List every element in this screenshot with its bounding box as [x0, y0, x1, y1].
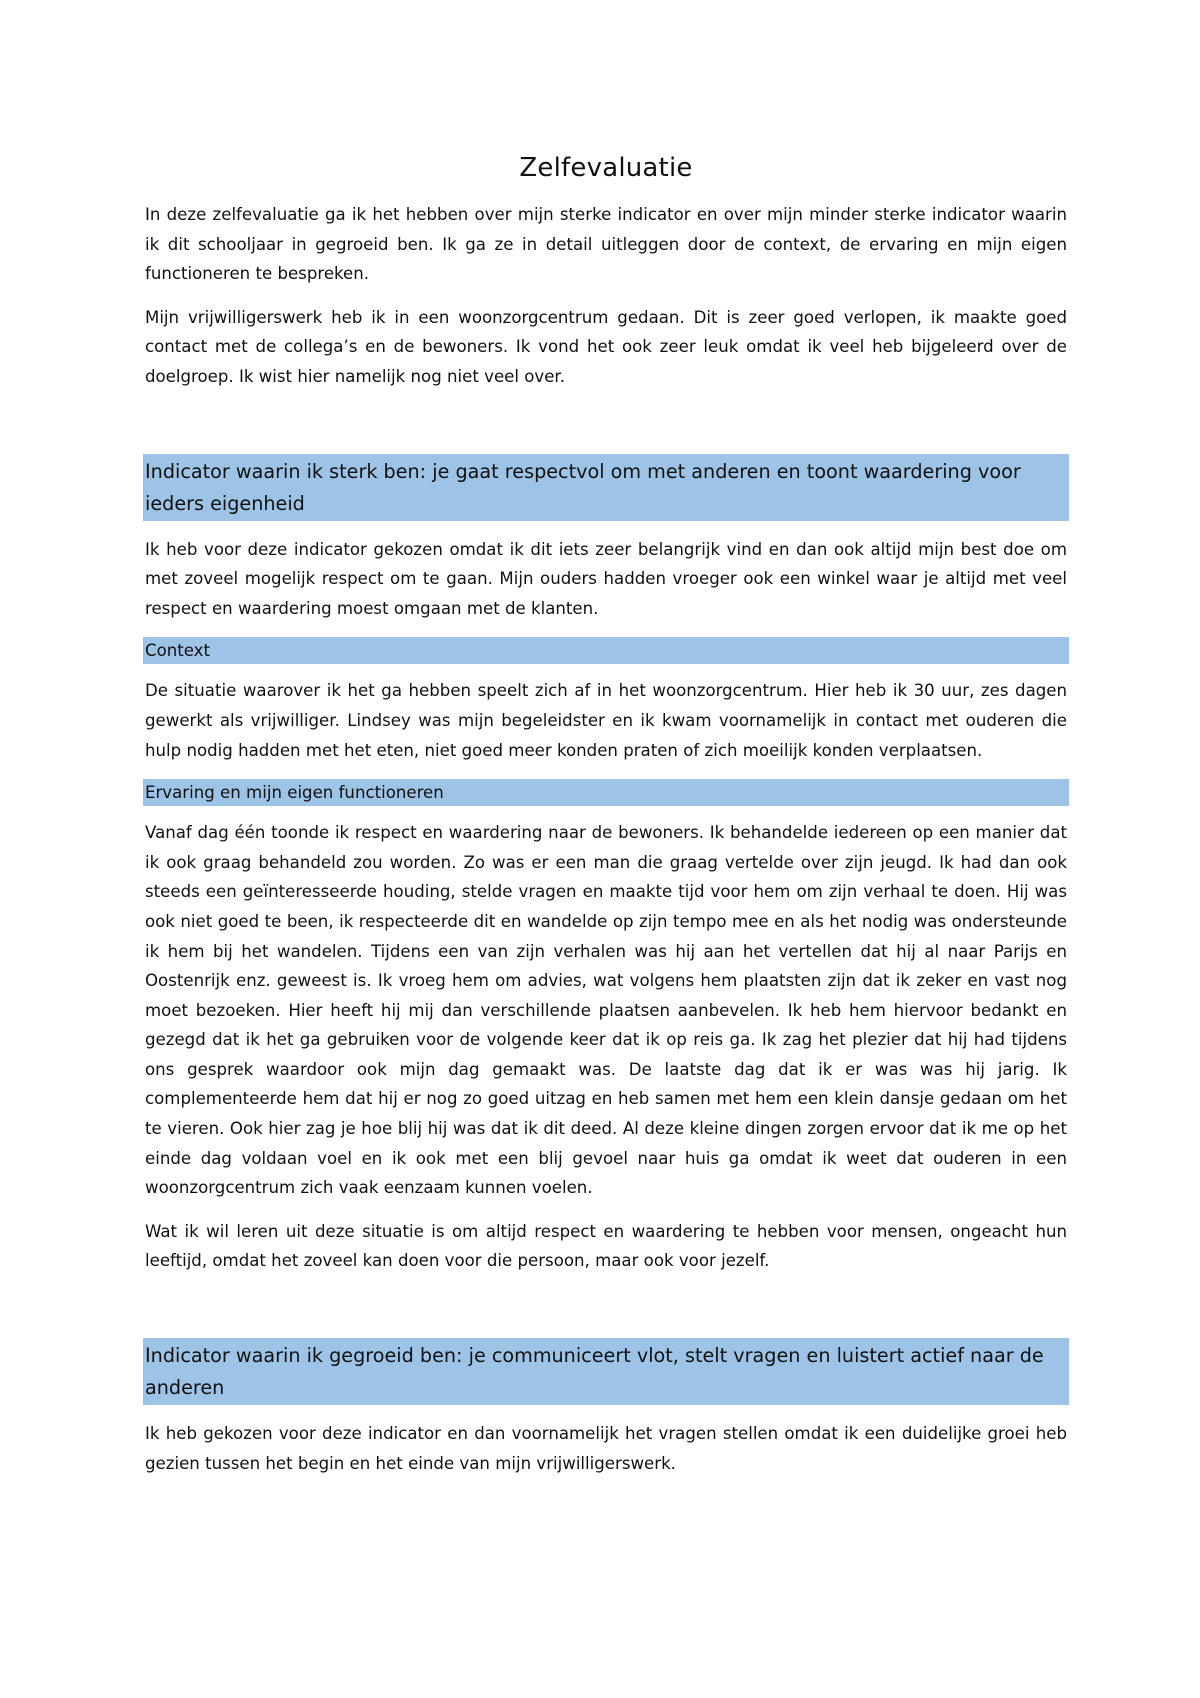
- section-heading-strong-indicator: Indicator waarin ik sterk ben: je gaat respectvol om met anderen en toont waardering voor ieders eigenheid: [143, 454, 1069, 521]
- section-spacer: [145, 406, 1067, 454]
- intro-paragraph-1: In deze zelfevaluatie ga ik het hebben over mijn sterke indicator en over mijn minder sterke indicator waarin ik dit schooljaar in gegroeid ben. Ik ga ze in detail uitleggen door de context, de ervaring en mijn eigen functioneren te bespreken.: [145, 205, 1067, 284]
- experience-paragraph: Vanaf dag één toonde ik respect en waardering naar de bewoners. Ik behandelde iedereen op een manier dat ik ook graag behandeld zou worden. Zo was er een man die graag vertelde over zijn jeugd. Ik had dan ook steeds een geïnteresseerde houding, stelde vragen en maakte tijd voor hem om zijn verhaal te doen. Hij was ook niet goed te been, ik respecteerde dit en wandelde op zijn tempo mee en als het nodig was ondersteunde ik hem bij het wandelen. Tijdens een van zijn verhalen was hij aan het vertellen dat hij al naar Parijs en Oostenrijk enz. geweest is. Ik vroeg hem om advies, wat volgens hem plaatsten zijn dat ik zeker en vast nog moet bezoeken. Hier heeft hij mij dan verschillende plaatsen aanbevelen. Ik heb hem hiervoor bedankt en gezegd dat ik het ga gebruiken voor de volgende keer dat ik op reis ga. Ik zag het plezier dat hij had tijdens ons gesprek waardoor ook mijn dag gemaakt was. De laatste dag dat ik er was was hij jarig. Ik complementeerde hem dat hij er nog zo goed uitzag en heb samen met hem een klein dansje gedaan om het te vieren. Ook hier zag je hoe blij hij was dat ik dit deed. Al deze kleine dingen zorgen ervoor dat ik me op het einde dag voldaan voel en ik ook met een blij gevoel naar huis ga omdat ik weet dat ouderen in een woonzorgcentrum zich vaak eenzaam kunnen voelen.: [145, 823, 1067, 1198]
- page-title: Zelfevaluatie: [519, 153, 693, 183]
- subheading-experience: Ervaring en mijn eigen functioneren: [143, 779, 1069, 806]
- section-spacer: [145, 1290, 1067, 1338]
- context-paragraph: De situatie waarover ik het ga hebben speelt zich af in het woonzorgcentrum. Hier heb ik 30 uur, zes dagen gewerkt als vrijwilliger. Lindsey was mijn begeleidster en ik kwam voornamelijk in contact met ouderen die hulp nodig hadden met het eten, niet goed meer konden praten of zich moeilijk konden verplaatsen.: [145, 681, 1067, 760]
- section-heading-growth-indicator: Indicator waarin ik gegroeid ben: je communiceert vlot, stelt vragen en luistert actief naar de anderen: [143, 1338, 1069, 1405]
- strong-indicator-intro: Ik heb voor deze indicator gekozen omdat ik dit iets zeer belangrijk vind en dan ook altijd mijn best doe om met zoveel mogelijk respect om te gaan. Mijn ouders hadden vroeger ook een winkel waar je altijd met veel respect en waardering moest omgaan met de klanten.: [145, 539, 1067, 618]
- growth-indicator-intro: Ik heb gekozen voor deze indicator en dan voornamelijk het vragen stellen omdat ik een duidelijke groei heb gezien tussen het begin en het einde van mijn vrijwilligerswerk.: [145, 1424, 1067, 1473]
- intro-paragraph-2: Mijn vrijwilligerswerk heb ik in een woonzorgcentrum gedaan. Dit is zeer goed verlopen, ik maakte goed contact met de collega’s en de bewoners. Ik vond het ook zeer leuk omdat ik veel heb bijgeleerd over de doelgroep. Ik wist hier namelijk nog niet veel over.: [145, 307, 1067, 386]
- subheading-context: Context: [143, 637, 1069, 664]
- learning-paragraph: Wat ik wil leren uit deze situatie is om altijd respect en waardering te hebben voor mensen, ongeacht hun leeftijd, omdat het zoveel kan doen voor die persoon, maar ook voor jezelf.: [145, 1221, 1067, 1271]
